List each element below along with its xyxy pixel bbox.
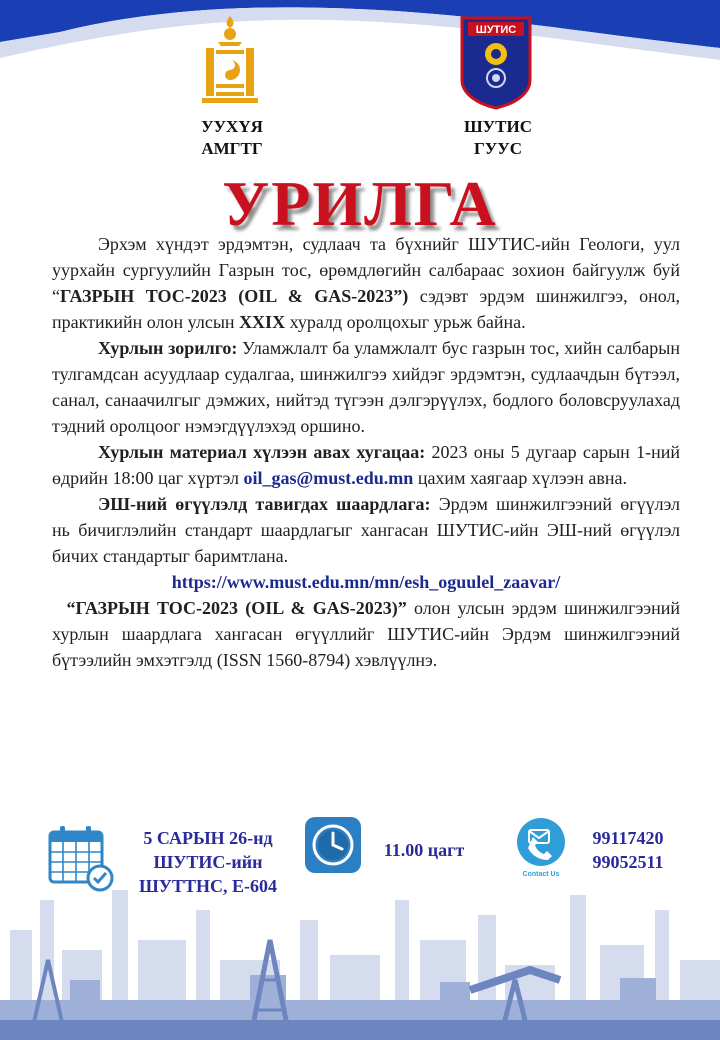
contact-us-caption: Contact Us [522, 871, 560, 878]
must-university-shield-logo [458, 14, 534, 110]
right-org-line1: ШУТИС [464, 117, 532, 136]
deadline-text-b: цахим хаягаар хүлээн авна. [413, 468, 628, 488]
phone-number-1[interactable]: 99117420 [592, 828, 664, 848]
intro-text-b: сэдэвт эрдэм шинжилгээ, онол, практикийн олон улсын [52, 286, 680, 332]
event-date: 5 САРЫН 26-нд [143, 828, 273, 848]
guideline-url-link[interactable]: https://www.must.edu.mn/mn/esh_oguulel_zaavar/ [171, 572, 561, 592]
phone-number-2[interactable]: 99052511 [592, 852, 664, 872]
mongolia-emblem-logo [190, 12, 270, 107]
shield-logo-text: ШУТИС [475, 24, 517, 36]
intro-text-a: Эрхэм хүндэт эрдэмтэн, судлаач та бүхнийг ШУТИС-ийн Геологи, уул уурхайн сургуулийн Газрын тос, өрөмдлөгийн салбараас зохион байгуулж буй “ [52, 234, 680, 306]
top-wave-decoration [0, 0, 720, 90]
right-organization-name [418, 116, 578, 160]
requirements-paragraph [52, 491, 680, 569]
left-org-line1: УУХҮЯ [201, 117, 263, 136]
goal-paragraph [52, 335, 680, 439]
intro-roman-number: XXIX [239, 312, 286, 332]
contact-phone-icon [514, 816, 568, 878]
deadline-label: Хурлын материал хүлээн авах хугацаа: [98, 442, 426, 462]
left-organization-name [152, 116, 312, 160]
right-org-line2: ГУУС [473, 139, 523, 158]
left-org-line2: АМГТГ [201, 139, 263, 158]
publication-conference-name: “ГАЗРЫН ТОС-2023 (OIL & GAS-2023)” [66, 598, 407, 618]
guideline-url-line [52, 569, 680, 595]
invitation-body [52, 231, 680, 673]
requirements-label: ЭШ-ний өгүүлэлд тавигдах шаардлага: [98, 494, 431, 514]
event-venue: ШУТИС-ийн [153, 852, 263, 872]
requirements-text: Эрдэм шинжилгээний өгүүлэл нь бичиглэлийн стандарт шаардлагыг хангасан ШУТИС-ийн ЭШ-ний өгүүлэл бичих стандартыг баримтлана. [52, 494, 681, 566]
oil-industry-skyline-decoration [0, 870, 720, 1040]
clock-icon [304, 816, 362, 874]
goal-label: Хурлын зорилго: [98, 338, 238, 358]
intro-conference-name: ГАЗРЫН ТОС-2023 (OIL & GAS-2023”) [60, 286, 409, 306]
intro-paragraph [52, 231, 680, 335]
event-time: 11.00 цагт [383, 840, 465, 860]
contact-phones [570, 826, 686, 874]
deadline-text-a: 2023 оны 5 дугаар сарын 1-ний өдрийн 18:00 цаг хүртэл [52, 442, 680, 488]
publication-text: олон улсын эрдэм шинжилгээний хурлын шаардлага хангасан өгүүллийг ШУТИС-ийн Эрдэм шинжилгээний бүтээлийн эмхэтгэлд (ISSN 1560-8794) хэвлүүлнэ. [52, 598, 681, 670]
deadline-paragraph [52, 439, 680, 491]
invitation-title: УРИЛГА [222, 168, 498, 239]
submission-email-link[interactable]: oil_gas@must.edu.mn [243, 468, 414, 488]
publication-paragraph [52, 595, 680, 673]
goal-text: Уламжлалт ба уламжлалт бус газрын тос, хийн салбарын тулгамдсан асуудлаар судалгаа, шинжилгээ хийдэг эрдэмтэн, судлаачдын бүтээл, санал, санаачилгыг дэмжих, нийтэд түгээн дэлгэрүүлэх, бодлого боловсруулахад тэдний оролцоог нэмэгдүүлэхэд оршино. [52, 338, 680, 436]
event-room: ШУТТНС, Е-604 [139, 876, 277, 896]
intro-text-c: хуралд оролцохыг урьж байна. [285, 312, 526, 332]
